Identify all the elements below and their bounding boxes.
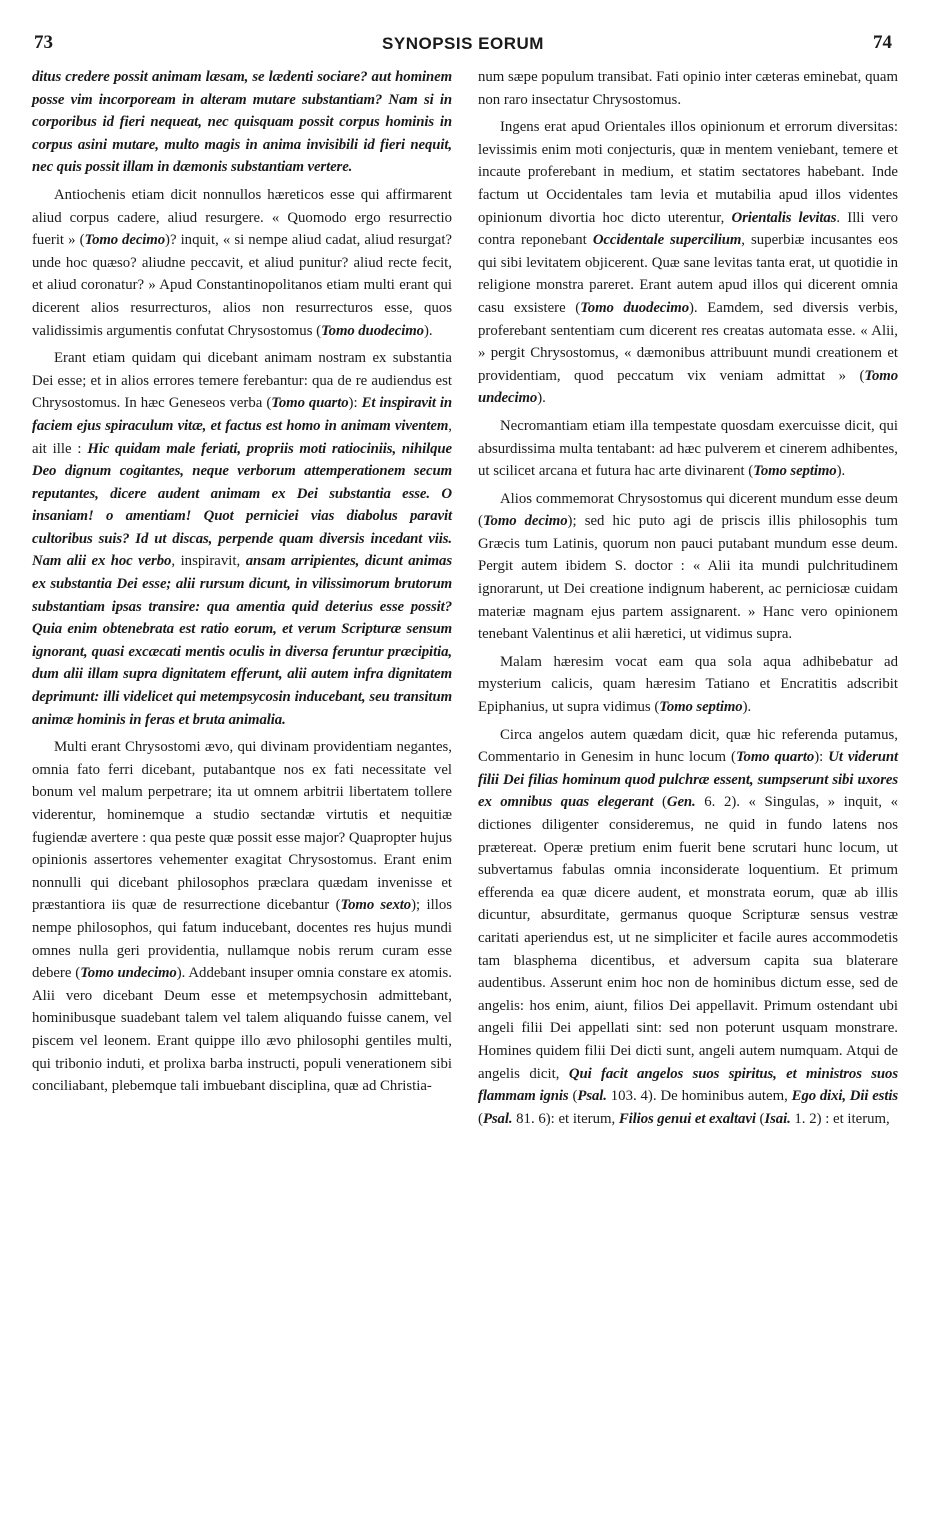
text-run: ). [742,699,752,716]
text-run: ); illos nempe philosophos, qui fatum inducebant, docentes res hujus mundi omnes nulla geri providentia, nullamque nobis rerum curam esse debere ( [32,897,453,982]
italic-text: Qui facit angelos suos spiritus, et ministros suos flammam ignis [478,1065,899,1105]
italic-text: Gen. [666,794,696,811]
italic-text: Tomo septimo [753,463,837,480]
text-run: 103. 4). De hominibus autem, [606,1088,792,1105]
paragraph [32,184,452,342]
text-run: ). [537,390,546,407]
paragraph [32,736,452,1098]
italic-text: Tomo decimo [482,513,568,530]
text-run: , superbiæ incusantes eos qui sibi levitatem objicerent. Quæ sane levitas tanta erat, ut quotidie in religione monstra pareret. Erant autem apud illos qui dicerent omnia casu exsistere ( [478,232,898,316]
italic-text: Isai. [764,1110,791,1127]
text-run: Antiochenis etiam dicit nonnullos hæreticos esse qui affirmarent aliud corpus cadere, aliud resurgere. « Quomodo ergo resurrectio fuerit » ( [32,186,452,249]
page-header [34,32,892,62]
page-number-right: 74 [873,32,892,53]
italic-text: Tomo undecimo [478,367,898,407]
text-run: , ait ille : [32,417,452,457]
text-run: ): [814,749,829,766]
italic-text: Tomo duodecimo [321,322,424,339]
italic-text: Tomo undecimo [80,965,177,982]
paragraph [32,347,452,731]
text-run: ). [423,322,433,339]
italic-text: Filios genui et exaltavi [618,1110,756,1127]
text-run: 1. 2) : et iterum, [790,1110,890,1127]
italic-text: Tomo duodecimo [580,299,689,316]
text-run: ). Eamdem, sed diversis verbis, proferebant sententiam cum dicerent res creatas automata esse. « Alii, » pergit Chrysostomus, « dæmonibus attribuunt mundi creationem et providentiam, quod peccatum vix veniam admittat » ( [478,299,898,384]
text-run: ); sed hic puto agi de priscis illis philosophis tum Græcis tum Latinis, quorum non pauci putabant mundum esse deum. Pergit autem ibidem S. doctor : « Alii ita mundi pulchritudinem ignorarunt, ut Dei creatione indignum haberent, ac perniciosæ cuidam materiæ magnam ejus partem assignarent. » Hanc vero opinionem tenebant Valentinus et alii hæretici, ut vidimus supra. [478,513,899,643]
italic-text: ansam arripientes, dicunt animas ex substantia Dei esse; alii rursum dicunt, in vilissimorum brutorum substantiam ipsas transire: qua amentia quid deterius esse possit? Quia enim obtenebrata est ratio eorum, et verum Scripturæ sensum ignorant, quasi excæcati mentis oculis in diversa feruntur præcipitia, dum alii illam supra dignitatem efferunt, alii autem infra dignitatem deprimunt: illi videlicet qui metempsycosin inducebant, seu transitum animæ hominis in feras et bruta animalia. [32,553,452,728]
paragraph [478,66,898,111]
text-run: ): [348,395,362,412]
italic-text: Tomo decimo [84,232,166,249]
text-run: , inspiravit, [171,553,246,570]
italic-text: Orientalis levitas [731,209,837,226]
paragraph [32,66,452,179]
paragraph [478,488,898,646]
text-run: Erant etiam quidam qui dicebant animam nostram ex substantia Dei esse; et in alios errores temere ferebantur: qua de re audiendus est Chrysostomus. In hæc Geneseos verba ( [32,350,452,412]
right-column [478,66,898,1130]
paragraph [478,415,898,483]
text-run: )? inquit, « si nempe aliud cadat, aliud resurgat? unde hoc quæso? aliudne peccavit, et aliud punitur? aliud recte fecit, et aliud coronatur? » Apud Constantinopolitanos etiam multi erant qui dicerent alios resurrecturos, alios non resurrecturos esse, quos validissimis argumentis confutat Chrysostomus ( [32,232,452,339]
text-run: ( [478,1110,483,1127]
running-title: SYNOPSIS EORUM [382,34,544,53]
left-column [32,66,452,1098]
italic-text: Ego dixi, Dii estis [791,1088,899,1105]
text-run: Multi erant Chrysostomi ævo, qui divinam providentiam negantes, omnia fato ferri dicebant, putabantque nos ex fati necessitate vel bonum vel malum perpetrare; ita ut omnem arbitrii libertatem tollere viderentur, hominemque a studio sectandæ virtutis et nequitiæ fugiendæ avertere : qua peste quæ possit esse major? Quapropter hujus opinionis assertores vehementer exagitat Chrysostomus. Erant enim nonnulli qui dicebant philosophos præclara quædam invenisse et præstantiora iis quæ de resurrectione dicebantur ( [32,739,452,914]
italic-text: Tomo quarto [735,749,815,766]
text-run: ). [836,463,846,480]
text-run: Alios commemorat Chrysostomus qui dicerent mundum esse deum ( [478,490,898,530]
text-run: 81. 6): et iterum, [512,1110,619,1127]
italic-text: Tomo sexto [340,897,412,914]
paragraph [478,724,898,1131]
paragraph [478,651,898,719]
italic-text: Tomo quarto [271,395,349,412]
italic-text: Et inspiravit in faciem ejus spiraculum vitæ, et factus est homo in animam viventem [32,395,452,434]
italic-text: ditus credere possit animam læsam, se lædenti sociare? aut hominem posse vim incorpoream in alteram mutare substantiam? Nam si in corporibus id fieri nequeat, nec quisquam possit corpus hominis in corpus asini mutare, multo magis in anima invisibili id fieri nequit, nec quis possit illam in dæmonis substantiam vertere. [32,69,452,176]
text-run: ( [755,1110,765,1127]
text-run: 6. 2). « Singulas, » inquit, « dictiones diligenter consideremus, ne quid in fundo latens nos prætereat. Operæ pretium enim fuerit bene scrutari hunc locum, ut subvertamus fabulas omnia inconsiderate loquentium. Et primum efferenda ea quæ dicere audent, et monstrata eorum, quæ ab illis dicuntur, absurditate, germanus quoque Scripturæ sensus vestræ caritati aperiendus est, ut ne simpliciter et facile aures accommodetis tam blasphema dicentibus, et adversum capita sua blaterare audentibus. Asserunt enim hoc non de hominibus dictum esse, sed de angelis: hos enim, aiunt, filios Dei appellavit. Primum ostendant ubi angeli filii Dei appellati sint: sed non poterunt usquam monstrare. Homines quidem filii Dei dicti sunt, angeli autem numquam. Atqui de angelis dicit, [478,794,898,1082]
italic-text: Tomo septimo [659,699,743,716]
italic-text: Ut viderunt filii Dei filias hominum quod pulchræ essent, sumpserunt sibi uxores ex omnibus quas elegerant [478,749,898,811]
italic-text: Psal. [577,1088,607,1105]
italic-text: Hic quidam male feriati, propriis moti ratiociniis, nihilque Deo dignum cogitantes, neque verborum attemperationem secum reputantes, dicere audent animam ex Dei substantia esse. O insaniam! o amentiam! Quot perniciei vias diabolus paravit cultoribus suis? Id ut discas, perpende quam diversis incedant viis. Nam alii ex hoc verbo [32,440,452,570]
italic-text: Occidentale supercilium [592,232,742,249]
paragraph [478,116,898,410]
text-run: ). Addebant insuper omnia constare ex atomis. Alii vero dicebant Deum esse et metempsychosin admittebant, hominibusque suadebant talem vel talem aliquando fuisse canem, vel piscem vel leonem. Erant quippe illo ævo philosophi gentiles multi, qui tribonio induti, et prolixa barba instructi, populi venerationem sibi conciliabant, plebemque tali imbuebant disciplina, quæ ad Christia- [32,965,452,1095]
text-run: ( [568,1088,578,1105]
text-run: Ingens erat apud Orientales illos opinionum et errorum diversitas: levissimis enim moti conjecturis, quæ in mentem veniebant, temere et incaute proferebant in medium, et statim sectatores habebant. Inde factum ut Occidentales tam levia et mutabilia apud illos videntes opinionum divortia hoc dicto uterentur, [478,119,898,226]
text-run: Necromantiam etiam illa tempestate quosdam exercuisse dicit, qui absurdissima multa tentabant: ad hæc pulverem et cinerem adhibentes, ut scilicet arcana et futura hac arte divinarent ( [478,417,898,480]
text-run: Circa angelos autem quædam dicit, quæ hic referenda putamus, Commentario in Genesim in hunc locum ( [478,726,898,766]
text-run: . Illi vero contra reponebant [478,209,899,249]
text-run: num sæpe populum transibat. Fati opinio inter cæteras eminebat, quam non raro insectatur Chrysostomus. [478,69,898,108]
italic-text: Psal. [482,1110,513,1127]
text-run: Malam hæresim vocat eam qua sola aqua adhibebatur ad mysterium calicis, quam hæresim Tatiano et Encratitis adscribit Epiphanius, ut supra vidimus ( [478,653,898,716]
page-number-left: 73 [34,32,53,53]
text-run: ( [653,794,667,811]
